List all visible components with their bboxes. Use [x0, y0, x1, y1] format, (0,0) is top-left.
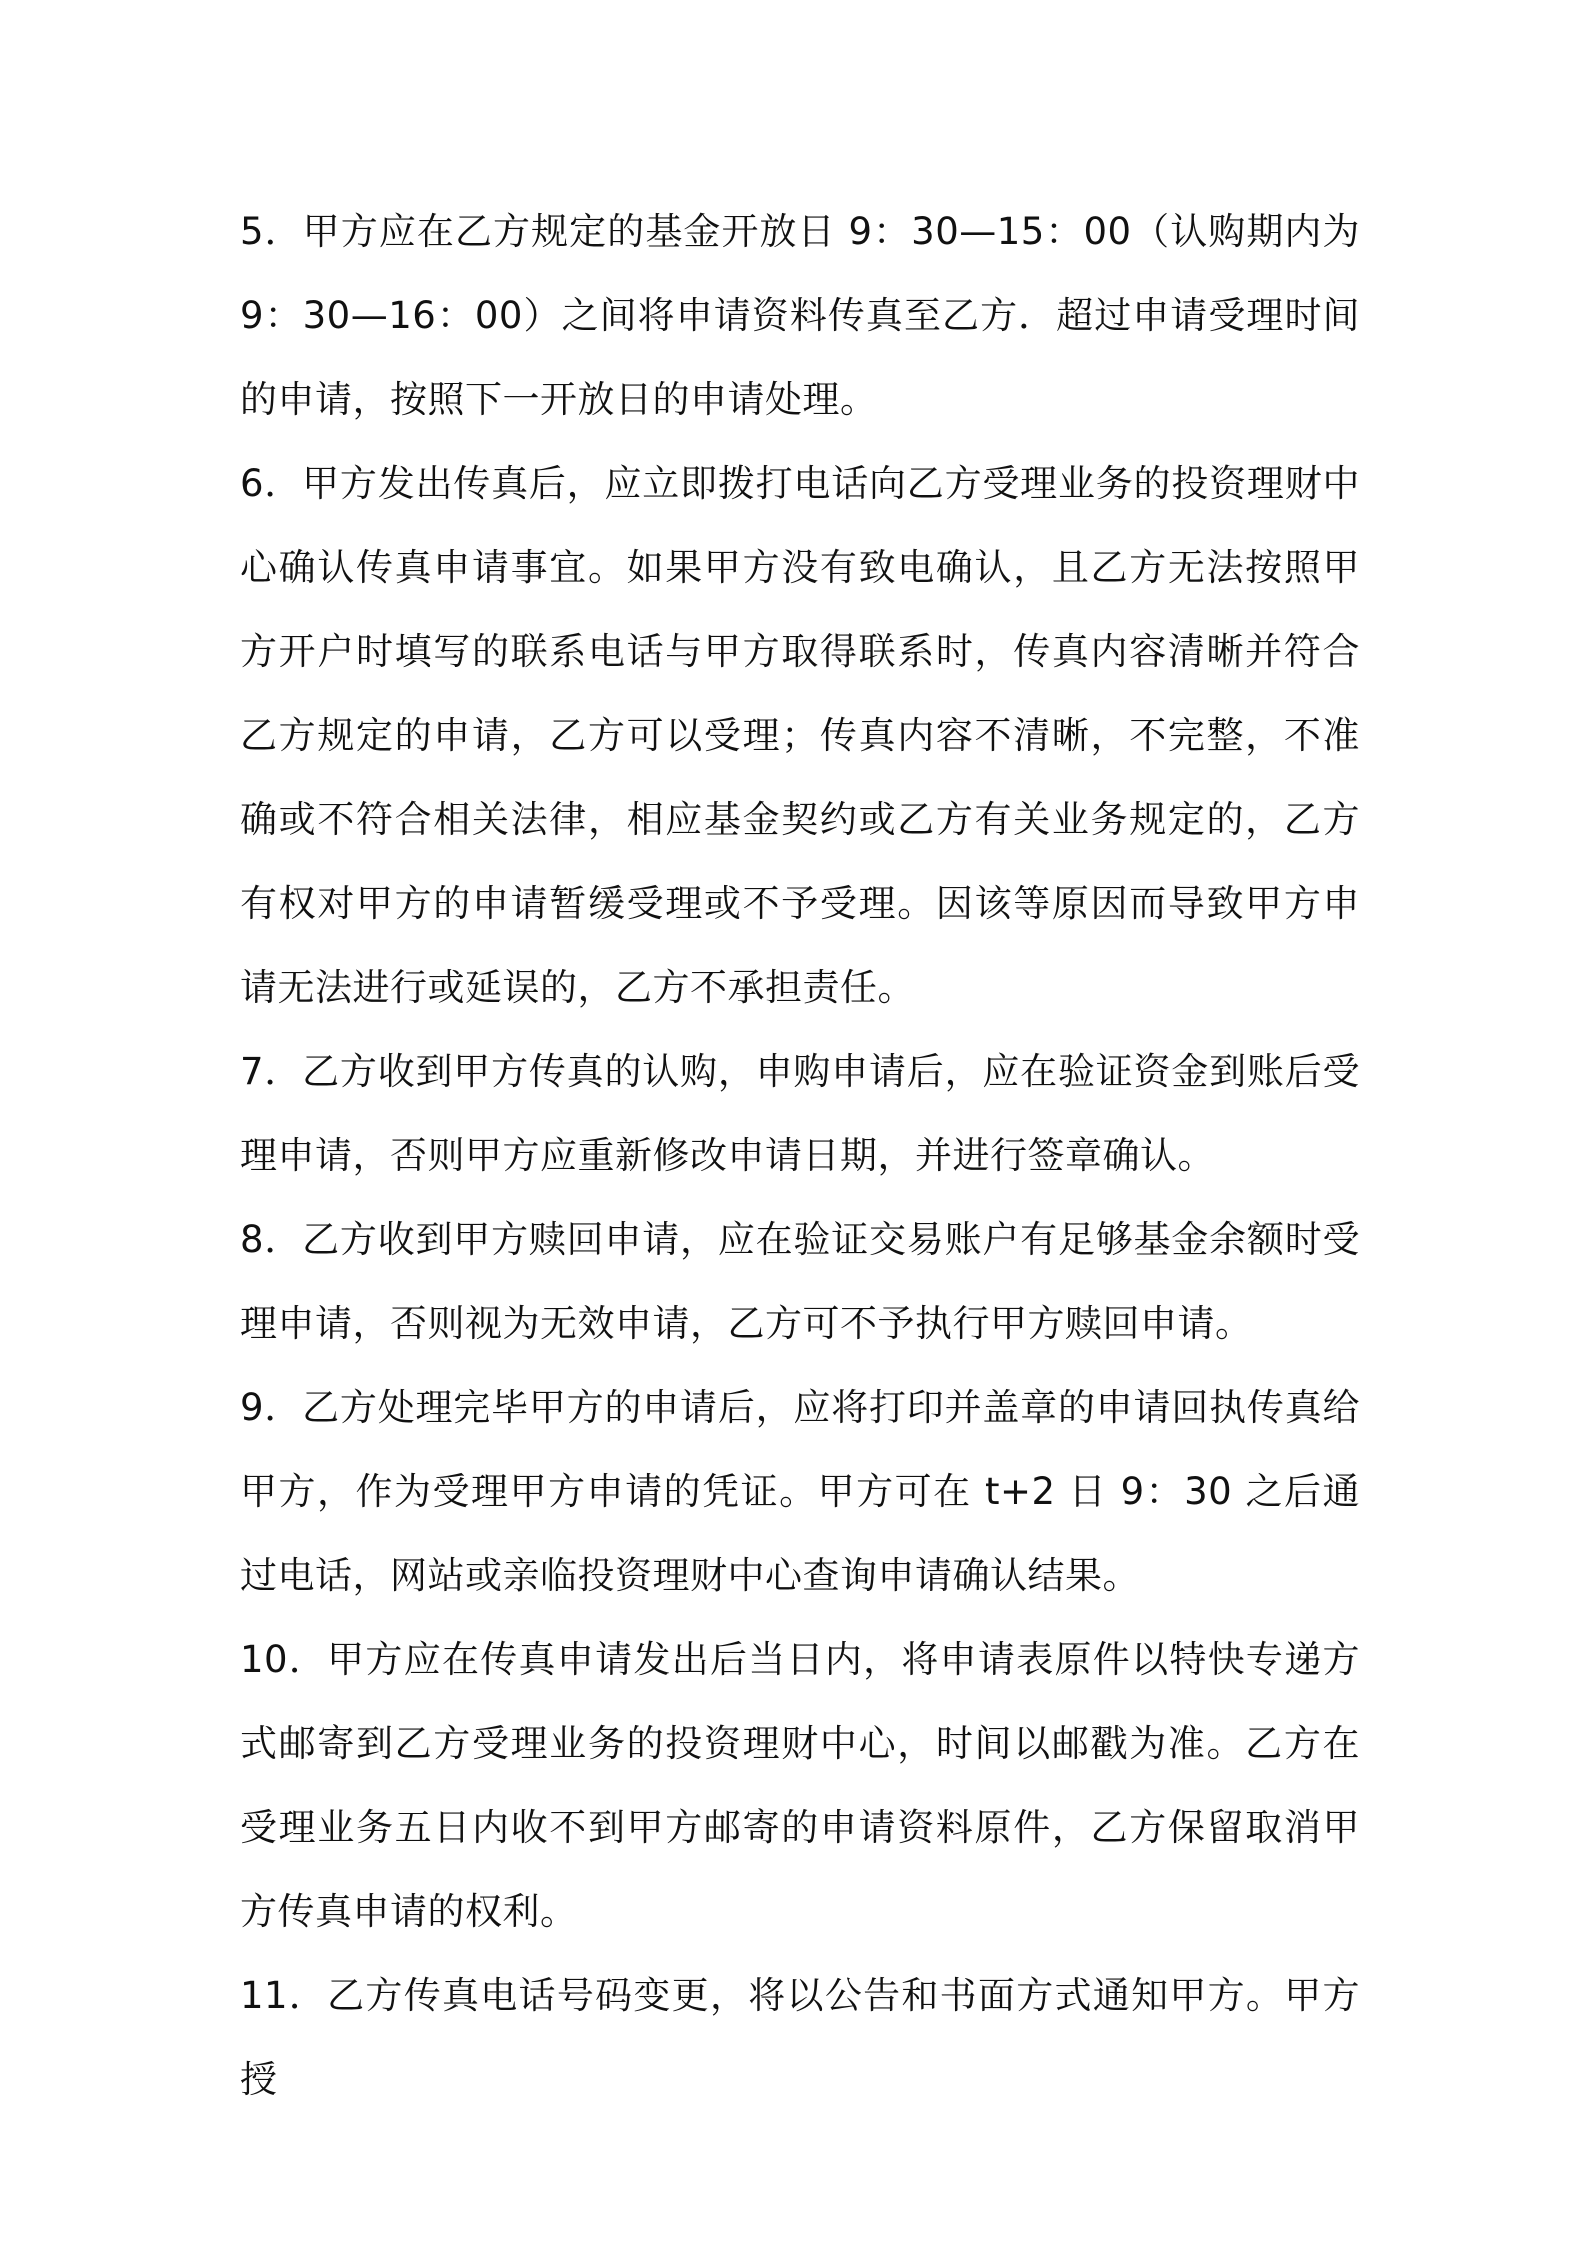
- clause-11: 11．乙方传真电话号码变更，将以公告和书面方式通知甲方。甲方授: [240, 1974, 1360, 2101]
- clause-8: 8．乙方收到甲方赎回申请，应在验证交易账户有足够基金余额时受理申请，否则视为无效申请，乙方可不予执行甲方赎回申请。: [240, 1218, 1360, 1345]
- clause-7: 7．乙方收到甲方传真的认购，申购申请后，应在验证资金到账后受理申请，否则甲方应重新修改申请日期，并进行签章确认。: [240, 1050, 1360, 1177]
- clause-10: 10．甲方应在传真申请发出后当日内，将申请表原件以特快专递方式邮寄到乙方受理业务的投资理财中心，时间以邮戳为准。乙方在受理业务五日内收不到甲方邮寄的申请资料原件，乙方保留取消甲方传真申请的权利。: [240, 1638, 1360, 1933]
- document-body: [240, 190, 1360, 2122]
- clause-5: 5．甲方应在乙方规定的基金开放日 9：30—15：00（认购期内为 9：30—16：00）之间将申请资料传真至乙方．超过申请受理时间的申请，按照下一开放日的申请处理。: [240, 210, 1360, 421]
- clause-6: 6．甲方发出传真后，应立即拨打电话向乙方受理业务的投资理财中心确认传真申请事宜。如果甲方没有致电确认，且乙方无法按照甲方开户时填写的联系电话与甲方取得联系时，传真内容清晰并符合乙方规定的申请，乙方可以受理；传真内容不清晰，不完整，不准确或不符合相关法律，相应基金契约或乙方有关业务规定的，乙方有权对甲方的申请暂缓受理或不予受理。因该等原因而导致甲方申请无法进行或延误的，乙方不承担责任。: [240, 462, 1360, 1009]
- clause-9: 9．乙方处理完毕甲方的申请后，应将打印并盖章的申请回执传真给甲方，作为受理甲方申请的凭证。甲方可在 t+2 日 9：30 之后通过电话，网站或亲临投资理财中心查询申请确认结果。: [240, 1386, 1360, 1597]
